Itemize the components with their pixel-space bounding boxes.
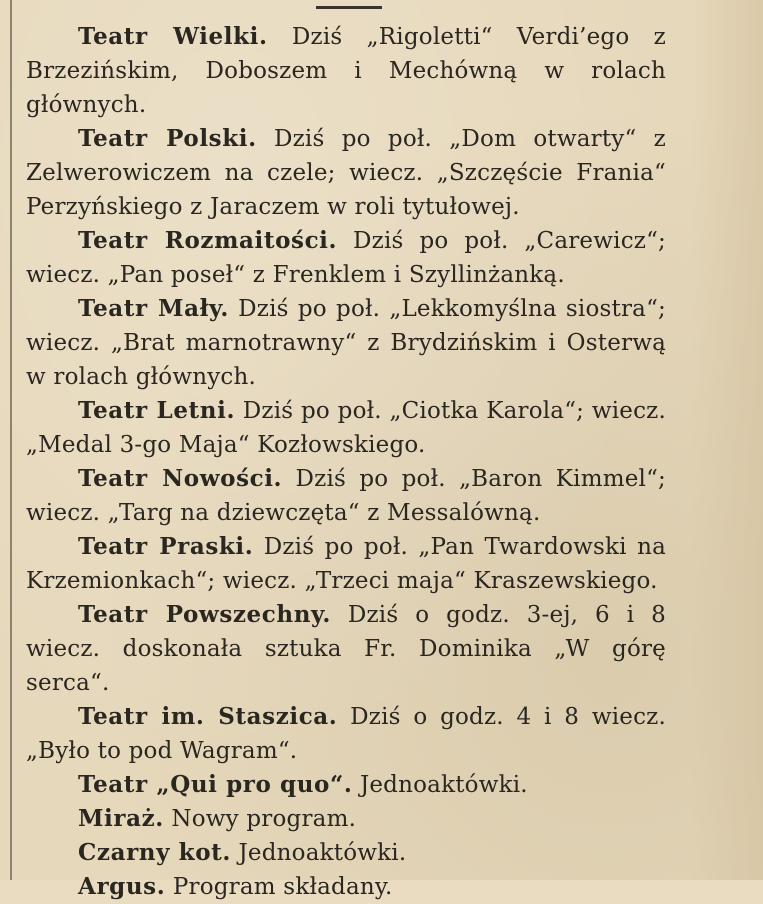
listing-name: Teatr „Qui pro quo“.: [78, 771, 353, 798]
listing-text: Nowy program.: [171, 806, 357, 832]
listing-text: Dziś po poł. „Baron Kimmel“; wiecz. „Targ na dziewczęta“ z Messalówną.: [26, 466, 666, 526]
listing-name: Teatr Letni.: [78, 397, 236, 424]
column-rule: [10, 0, 12, 880]
theatre-listings-column: [26, 20, 666, 904]
listing-teatr-rozmaitosci: [26, 224, 666, 292]
listing-text: Dziś o godz. 3-ej, 6 i 8 wiecz. doskonała sztuka Fr. Dominika „W górę serca“.: [26, 602, 666, 696]
listing-name: Teatr Mały.: [78, 295, 229, 322]
listing-teatr-letni: [26, 394, 666, 462]
listing-teatr-maly: [26, 292, 666, 394]
listing-text: Dziś „Rigoletti“ Verdi’ego z Brzezińskim, Doboszem i Mechówną w rolach głównych.: [26, 24, 666, 118]
listing-name: Teatr Polski.: [78, 125, 257, 152]
listing-text: Dziś po poł. „Carewicz“; wiecz. „Pan poseł“ z Frenklem i Szyllinżanką.: [26, 228, 666, 288]
listing-name: Czarny kot.: [78, 839, 231, 866]
listing-text: Dziś po poł. „Pan Twardowski na Krzemionkach“; wiecz. „Trzeci maja“ Kraszewskiego.: [26, 534, 666, 594]
listing-text: Jednoaktówki.: [238, 840, 407, 866]
listing-text: Program składany.: [172, 874, 393, 900]
listing-text: Dziś po poł. „Dom otwarty“ z Zelwerowiczem na czele; wiecz. „Szczęście Frania“ Perzyńskiego z Jaraczem w roli tytułowej.: [26, 126, 666, 220]
listing-miraz: [26, 802, 666, 836]
listing-argus: [26, 870, 666, 904]
listing-name: Teatr im. Staszica.: [78, 703, 338, 730]
section-divider: [316, 6, 382, 9]
listing-teatr-staszica: [26, 700, 666, 768]
listing-name: Miraż.: [78, 805, 164, 832]
listing-teatr-polski: [26, 122, 666, 224]
listing-text: Dziś po poł. „Lekkomyślna siostra“; wiecz. „Brat marnotrawny“ z Brydzińskim i Osterwą w rolach głównych.: [26, 296, 666, 390]
listing-text: Jednoaktówki.: [359, 772, 528, 798]
page-margin: [690, 0, 763, 880]
listing-name: Argus.: [78, 873, 166, 900]
listing-text: Dziś o godz. 4 i 8 wiecz. „Było to pod Wagram“.: [26, 704, 666, 764]
listing-teatr-nowosci: [26, 462, 666, 530]
listing-qui-pro-quo: [26, 768, 666, 802]
listing-name: Teatr Nowości.: [78, 465, 283, 492]
listing-name: Teatr Wielki.: [78, 23, 268, 50]
listing-teatr-wielki: [26, 20, 666, 122]
listing-name: Teatr Praski.: [78, 533, 254, 560]
listing-name: Teatr Rozmaitości.: [78, 227, 338, 254]
listing-czarny-kot: [26, 836, 666, 870]
listing-text: Dziś po poł. „Ciotka Karola“; wiecz. „Medal 3-go Maja“ Kozłowskiego.: [26, 398, 666, 458]
listing-teatr-powszechny: [26, 598, 666, 700]
listing-name: Teatr Powszechny.: [78, 601, 331, 628]
listing-teatr-praski: [26, 530, 666, 598]
